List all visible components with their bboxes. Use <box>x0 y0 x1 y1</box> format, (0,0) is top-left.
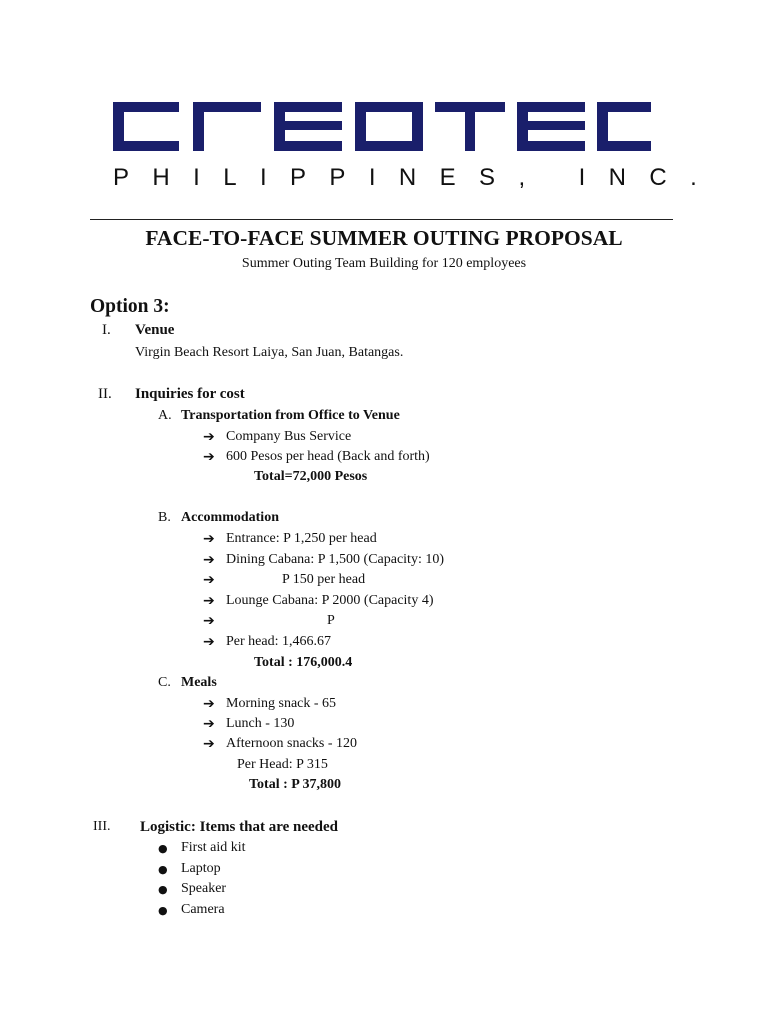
list-item: First aid kit <box>181 840 246 855</box>
list-item: P <box>327 613 335 628</box>
arrow-icon: ➔ <box>203 613 215 629</box>
arrow-icon: ➔ <box>203 736 215 752</box>
accommodation-letter: B. <box>158 510 171 525</box>
list-item: Laptop <box>181 861 221 876</box>
inquiries-heading: Inquiries for cost <box>135 386 245 402</box>
company-logo <box>113 102 721 192</box>
list-item: Entrance: P 1,250 per head <box>226 531 377 546</box>
list-item: Speaker <box>181 881 227 896</box>
arrow-icon: ➔ <box>203 572 215 588</box>
arrow-icon: ➔ <box>203 716 215 732</box>
document-title: FACE-TO-FACE SUMMER OUTING PROPOSAL <box>145 226 623 250</box>
meals-letter: C. <box>158 675 171 690</box>
meals-total: Total : P 37,800 <box>249 777 342 792</box>
section-numeral-2: II. <box>98 386 112 402</box>
logistic-heading: Logistic: Items that are needed <box>140 819 339 835</box>
logo-tagline: PHILIPPINES, INC. <box>113 164 721 191</box>
logo-wordmark <box>113 102 653 154</box>
arrow-icon: ➔ <box>203 449 215 465</box>
bullet-icon: ● <box>158 863 168 876</box>
transport-heading: Transportation from Office to Venue <box>181 408 400 423</box>
list-item: Afternoon snacks - 120 <box>226 736 358 751</box>
list-item: Camera <box>181 902 225 917</box>
bullet-icon: ● <box>158 842 168 855</box>
list-item: Lunch - 130 <box>226 716 295 731</box>
bullet-icon: ● <box>158 883 168 896</box>
arrow-icon: ➔ <box>203 531 215 547</box>
venue-text: Virgin Beach Resort Laiya, San Juan, Batangas. <box>135 345 404 360</box>
transport-total: Total=72,000 Pesos <box>254 469 368 484</box>
accommodation-heading: Accommodation <box>181 510 279 525</box>
meals-heading: Meals <box>181 675 217 690</box>
arrow-icon: ➔ <box>203 552 215 568</box>
list-item: Lounge Cabana: P 2000 (Capacity 4) <box>226 593 434 608</box>
list-item: Dining Cabana: P 1,500 (Capacity: 10) <box>226 552 444 567</box>
list-item: Company Bus Service <box>226 429 352 444</box>
document-subtitle: Summer Outing Team Building for 120 employees <box>241 256 527 271</box>
meals-per-head: Per Head: P 315 <box>237 757 328 772</box>
list-item: Morning snack - 65 <box>226 696 337 711</box>
accommodation-total: Total : 176,000.4 <box>254 655 353 670</box>
arrow-icon: ➔ <box>203 634 215 650</box>
list-item: 600 Pesos per head (Back and forth) <box>226 449 430 464</box>
list-item: Per head: 1,466.67 <box>226 634 331 649</box>
header-divider <box>90 219 673 220</box>
venue-heading: Venue <box>135 322 175 338</box>
list-item: P 150 per head <box>282 572 366 587</box>
section-numeral-3: III. <box>93 819 111 834</box>
section-numeral-1: I. <box>102 322 111 338</box>
arrow-icon: ➔ <box>203 429 215 445</box>
option-heading: Option 3: <box>90 296 170 317</box>
arrow-icon: ➔ <box>203 696 215 712</box>
bullet-icon: ● <box>158 904 168 917</box>
arrow-icon: ➔ <box>203 593 215 609</box>
transport-letter: A. <box>158 408 172 423</box>
